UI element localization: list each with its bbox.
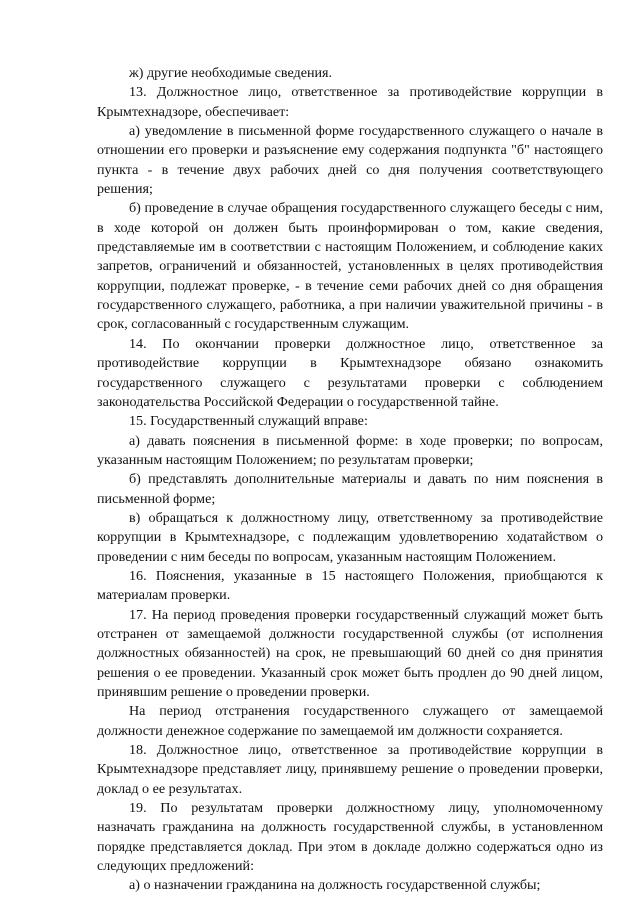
paragraph-13-a: а) уведомление в письменной форме государственного служащего о начале в отношении его проверки и разъяснение ему содержания подпункта "б" настоящего пункта - в течение двух рабочих дней со дня получения соответствующего решения; — [97, 123, 603, 198]
paragraph-15-a: а) давать пояснения в письменной форме: в ходе проверки; по вопросам, указанным настоящим Положением; по результатам проверки; — [97, 432, 603, 468]
paragraph-15: 15. Государственный служащий вправе: — [129, 413, 368, 430]
paragraph-16: 16. Пояснения, указанные в 15 настоящего Положения, приобщаются к материалам проверки. — [97, 567, 603, 604]
paragraph-13-b: б) проведение в случае обращения государственного служащего беседы с ним, в ходе которой он должен быть проинформирован о том, какие сведения, представляемые им в соответствии с настоящим Положением, и соблюдение каких запретов, ограничений и обязанностей, установленных в целях противодействия коррупции, подлежат проверке, - в течение семи рабочих дней со дня обращения государственного служащего, работника, а при наличии уважительной причины - в срок, согласованный с государственным служащим. — [97, 200, 603, 333]
paragraph-item-zh: ж) другие необходимые сведения. — [129, 65, 333, 81]
paragraph-17-continued: На период отстранения государственного служащего от замещаемой должности денежное содержание по замещаемой им должности сохраняется. — [97, 703, 603, 739]
paragraph-15-b: б) представлять дополнительные материалы и давать по ним пояснения в письменной форме; — [97, 471, 603, 507]
paragraph-15-v: в) обращаться к должностному лицу, ответственному за противодействие коррупции в Крымтехнадзоре, с подлежащим удовлетворению ходатайством о проведении с ним беседы по вопросам, указанным настоящим Положением. — [97, 509, 603, 565]
paragraph-18: 18. Должностное лицо, ответственное за противодействие коррупции в Крымтехнадзоре представляет лицу, принявшему решение о проведении проверки, доклад о ее результатах. — [97, 742, 603, 797]
paragraph-14: 14. По окончании проверки должностное лицо, ответственное за противодействие коррупции в Крымтехнадзоре обязано ознакомить государственного служащего с результатами проверки с соблюдением законодательства Российской Федерации о государственной тайне. — [97, 335, 603, 410]
paragraph-17: 17. На период проведения проверки государственный служащий может быть отстранен от замещаемой должности государственной службы (от исполнения должностных обязанностей) на срок, не превышающий 60 дней со дня принятия решения о ее проведении. Указанный срок может быть продлен до 90 дней лицом, принявшим решение о проведении проверки. — [97, 606, 603, 700]
paragraph-19: 19. По результатам проверки должностному лицу, уполномоченному назначать гражданина на должность государственной службы, в установленном порядке представляется доклад. При этом в докладе должно содержаться одно из следующих предложений: — [97, 800, 603, 875]
paragraph-19-a: а) о назначении гражданина на должность государственной службы; — [129, 877, 541, 894]
paragraph-13: 13. Должностное лицо, ответственное за противодействие коррупции в Крымтехнадзоре, обеспечивает: — [97, 84, 603, 120]
document-body — [97, 64, 603, 896]
